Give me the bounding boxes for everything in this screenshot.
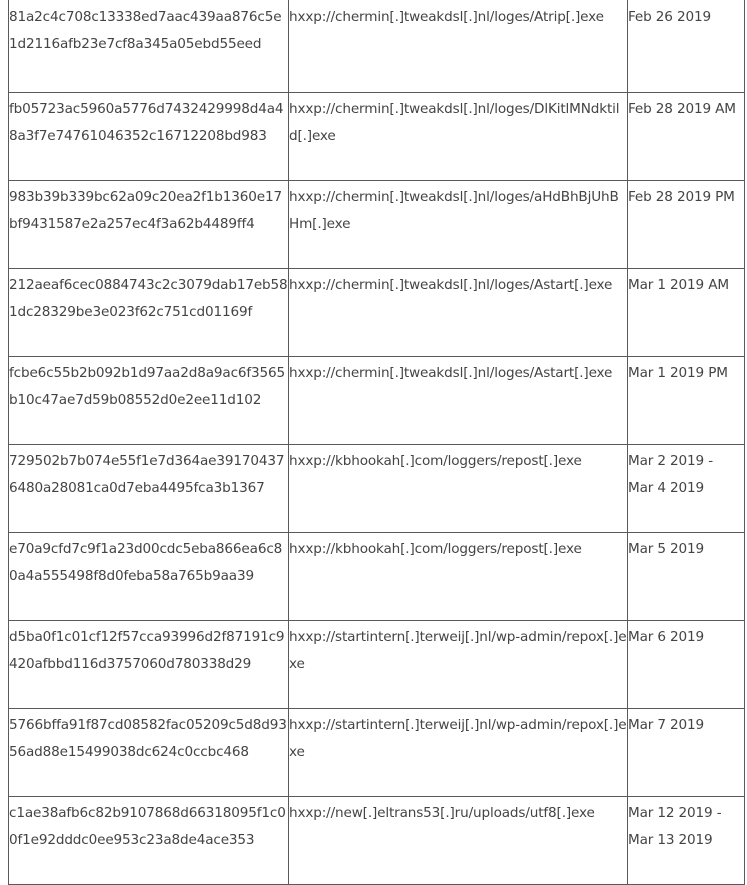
table-row bbox=[9, 621, 745, 709]
date-cell bbox=[628, 797, 745, 885]
date-cell: Mar 7 2019 bbox=[628, 709, 745, 797]
table-row bbox=[9, 269, 745, 357]
sha256-hash-cell: 81a2c4c708c13338ed7aac439aa876c5e1d2116afb23e7cf8a345a05ebd55eed bbox=[9, 0, 289, 93]
date-cell: Feb 28 2019 PM bbox=[628, 181, 745, 269]
table-row bbox=[9, 0, 745, 93]
table-row bbox=[9, 357, 745, 445]
table-row bbox=[9, 445, 745, 533]
date-cell: Feb 26 2019 bbox=[628, 0, 745, 93]
table-row bbox=[9, 93, 745, 181]
table-row bbox=[9, 709, 745, 797]
download-url-cell: hxxp://chermin[.]tweakdsl[.]nl/loges/DlKitlMNdktild[.]exe bbox=[289, 93, 628, 181]
download-url-cell: hxxp://chermin[.]tweakdsl[.]nl/loges/Astart[.]exe bbox=[289, 269, 628, 357]
table-row bbox=[9, 533, 745, 621]
sha256-hash-cell: d5ba0f1c01cf12f57cca93996d2f87191c9420afbbd116d3757060d780338d29 bbox=[9, 621, 289, 709]
date-cell: Mar 5 2019 bbox=[628, 533, 745, 621]
download-url-cell: hxxp://new[.]eltrans53[.]ru/uploads/utf8[.]exe bbox=[289, 797, 628, 885]
table-row bbox=[9, 797, 745, 885]
download-url-cell: hxxp://chermin[.]tweakdsl[.]nl/loges/Atrip[.]exe bbox=[289, 0, 628, 93]
download-url-cell: hxxp://startintern[.]terweij[.]nl/wp-admin/repox[.]exe bbox=[289, 621, 628, 709]
sha256-hash-cell: 212aeaf6cec0884743c2c3079dab17eb581dc28329be3e023f62c751cd01169f bbox=[9, 269, 289, 357]
sha256-hash-cell: fb05723ac5960a5776d7432429998d4a48a3f7e74761046352c16712208bd983 bbox=[9, 93, 289, 181]
date-cell: Mar 6 2019 bbox=[628, 621, 745, 709]
date-cell: Feb 28 2019 AM bbox=[628, 93, 745, 181]
sha256-hash-cell: 729502b7b074e55f1e7d364ae391704376480a28081ca0d7eba4495fca3b1367 bbox=[9, 445, 289, 533]
sha256-hash-cell: fcbe6c55b2b092b1d97aa2d8a9ac6f3565b10c47ae7d59b08552d0e2ee11d102 bbox=[9, 357, 289, 445]
date-range-end: Mar 4 2019 bbox=[628, 480, 705, 496]
date-cell: Mar 1 2019 AM bbox=[628, 269, 745, 357]
download-url-cell: hxxp://chermin[.]tweakdsl[.]nl/loges/aHdBhBjUhBHm[.]exe bbox=[289, 181, 628, 269]
sha256-hash-cell: e70a9cfd7c9f1a23d00cdc5eba866ea6c80a4a555498f8d0feba58a765b9aa39 bbox=[9, 533, 289, 621]
sha256-hash-cell: 5766bffa91f87cd08582fac05209c5d8d9356ad88e15499038dc624c0ccbc468 bbox=[9, 709, 289, 797]
date-range-start: Mar 2 2019 - bbox=[628, 453, 713, 469]
ioc-table bbox=[8, 0, 745, 885]
download-url-cell: hxxp://kbhookah[.]com/loggers/repost[.]exe bbox=[289, 445, 628, 533]
table-row bbox=[9, 181, 745, 269]
download-url-cell: hxxp://startintern[.]terweij[.]nl/wp-admin/repox[.]exe bbox=[289, 709, 628, 797]
date-cell bbox=[628, 445, 745, 533]
download-url-cell: hxxp://kbhookah[.]com/loggers/repost[.]exe bbox=[289, 533, 628, 621]
sha256-hash-cell: 983b39b339bc62a09c20ea2f1b1360e17bf9431587e2a257ec4f3a62b4489ff4 bbox=[9, 181, 289, 269]
date-range-start: Mar 12 2019 - bbox=[628, 805, 722, 821]
sha256-hash-cell: c1ae38afb6c82b9107868d66318095f1c00f1e92dddc0ee953c23a8de4ace353 bbox=[9, 797, 289, 885]
download-url-cell: hxxp://chermin[.]tweakdsl[.]nl/loges/Astart[.]exe bbox=[289, 357, 628, 445]
date-range-end: Mar 13 2019 bbox=[628, 832, 713, 848]
date-cell: Mar 1 2019 PM bbox=[628, 357, 745, 445]
